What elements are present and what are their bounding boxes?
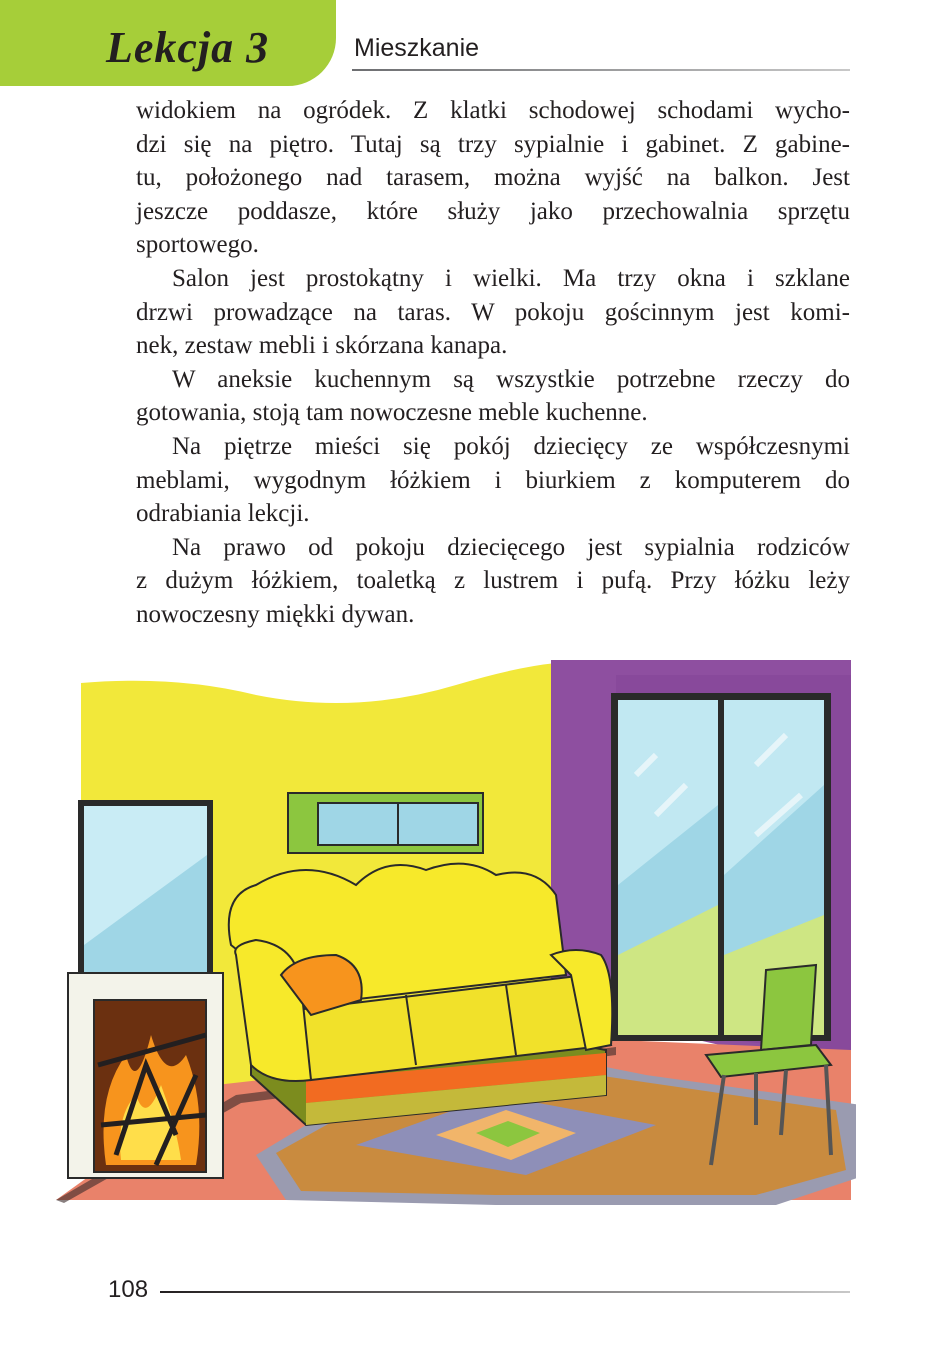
text-line: nek, zestaw mebli i skórzana kanapa. (136, 332, 508, 360)
living-room-illustration (56, 655, 856, 1220)
text-line: Na prawo od pokoju dziecięcego jest sypialnia rodziców (172, 533, 850, 561)
lesson-body-text (136, 94, 850, 632)
fireplace (68, 973, 223, 1178)
page-number: 108 (108, 1276, 149, 1303)
text-line: tu, położonego nad tarasem, można wyjść na balkon. Jest (136, 164, 850, 192)
text-line: Na piętrze mieści się pokój dziecięcy ze współczesnymi (172, 432, 850, 460)
wall-mirror (78, 800, 213, 985)
paragraph (136, 531, 850, 632)
text-line: z dużym łóżkiem, toaletką z lustrem i pufą. Przy łóżku leży (136, 567, 850, 595)
text-line: nowoczesny miękki dywan. (136, 600, 415, 628)
paragraph (136, 430, 850, 531)
text-line: meblami, wygodnym łóżkiem i biurkiem z komputerem do (136, 466, 850, 494)
text-line: sportowego. (136, 231, 259, 259)
text-line: drzwi prowadzące na taras. W pokoju gościnnym jest komi- (136, 298, 850, 326)
footer-divider (160, 1291, 850, 1293)
sofa (229, 864, 612, 1125)
paragraph (136, 94, 850, 262)
text-line: W aneksie kuchennym są wszystkie potrzebne rzeczy do (172, 365, 850, 393)
header-divider (352, 69, 850, 71)
section-title: Mieszkanie (354, 34, 480, 62)
wall-shelf (288, 793, 483, 853)
lesson-title: Lekcja 3 (106, 23, 270, 72)
text-line: widokiem na ogródek. Z klatki schodowej schodami wycho- (136, 97, 850, 124)
paragraph (136, 363, 850, 430)
text-line: gotowania, stoją tam nowoczesne meble kuchenne. (136, 399, 648, 427)
text-line: Salon jest prostokątny i wielki. Ma trzy okna i szklane (172, 264, 850, 292)
text-line: jeszcze poddasze, które służy jako przechowalnia sprzętu (136, 197, 850, 225)
text-line: odrabiania lekcji. (136, 500, 310, 528)
paragraph (136, 262, 850, 363)
text-line: dzi się na piętro. Tutaj są trzy sypialnie i gabinet. Z gabine- (136, 130, 850, 158)
